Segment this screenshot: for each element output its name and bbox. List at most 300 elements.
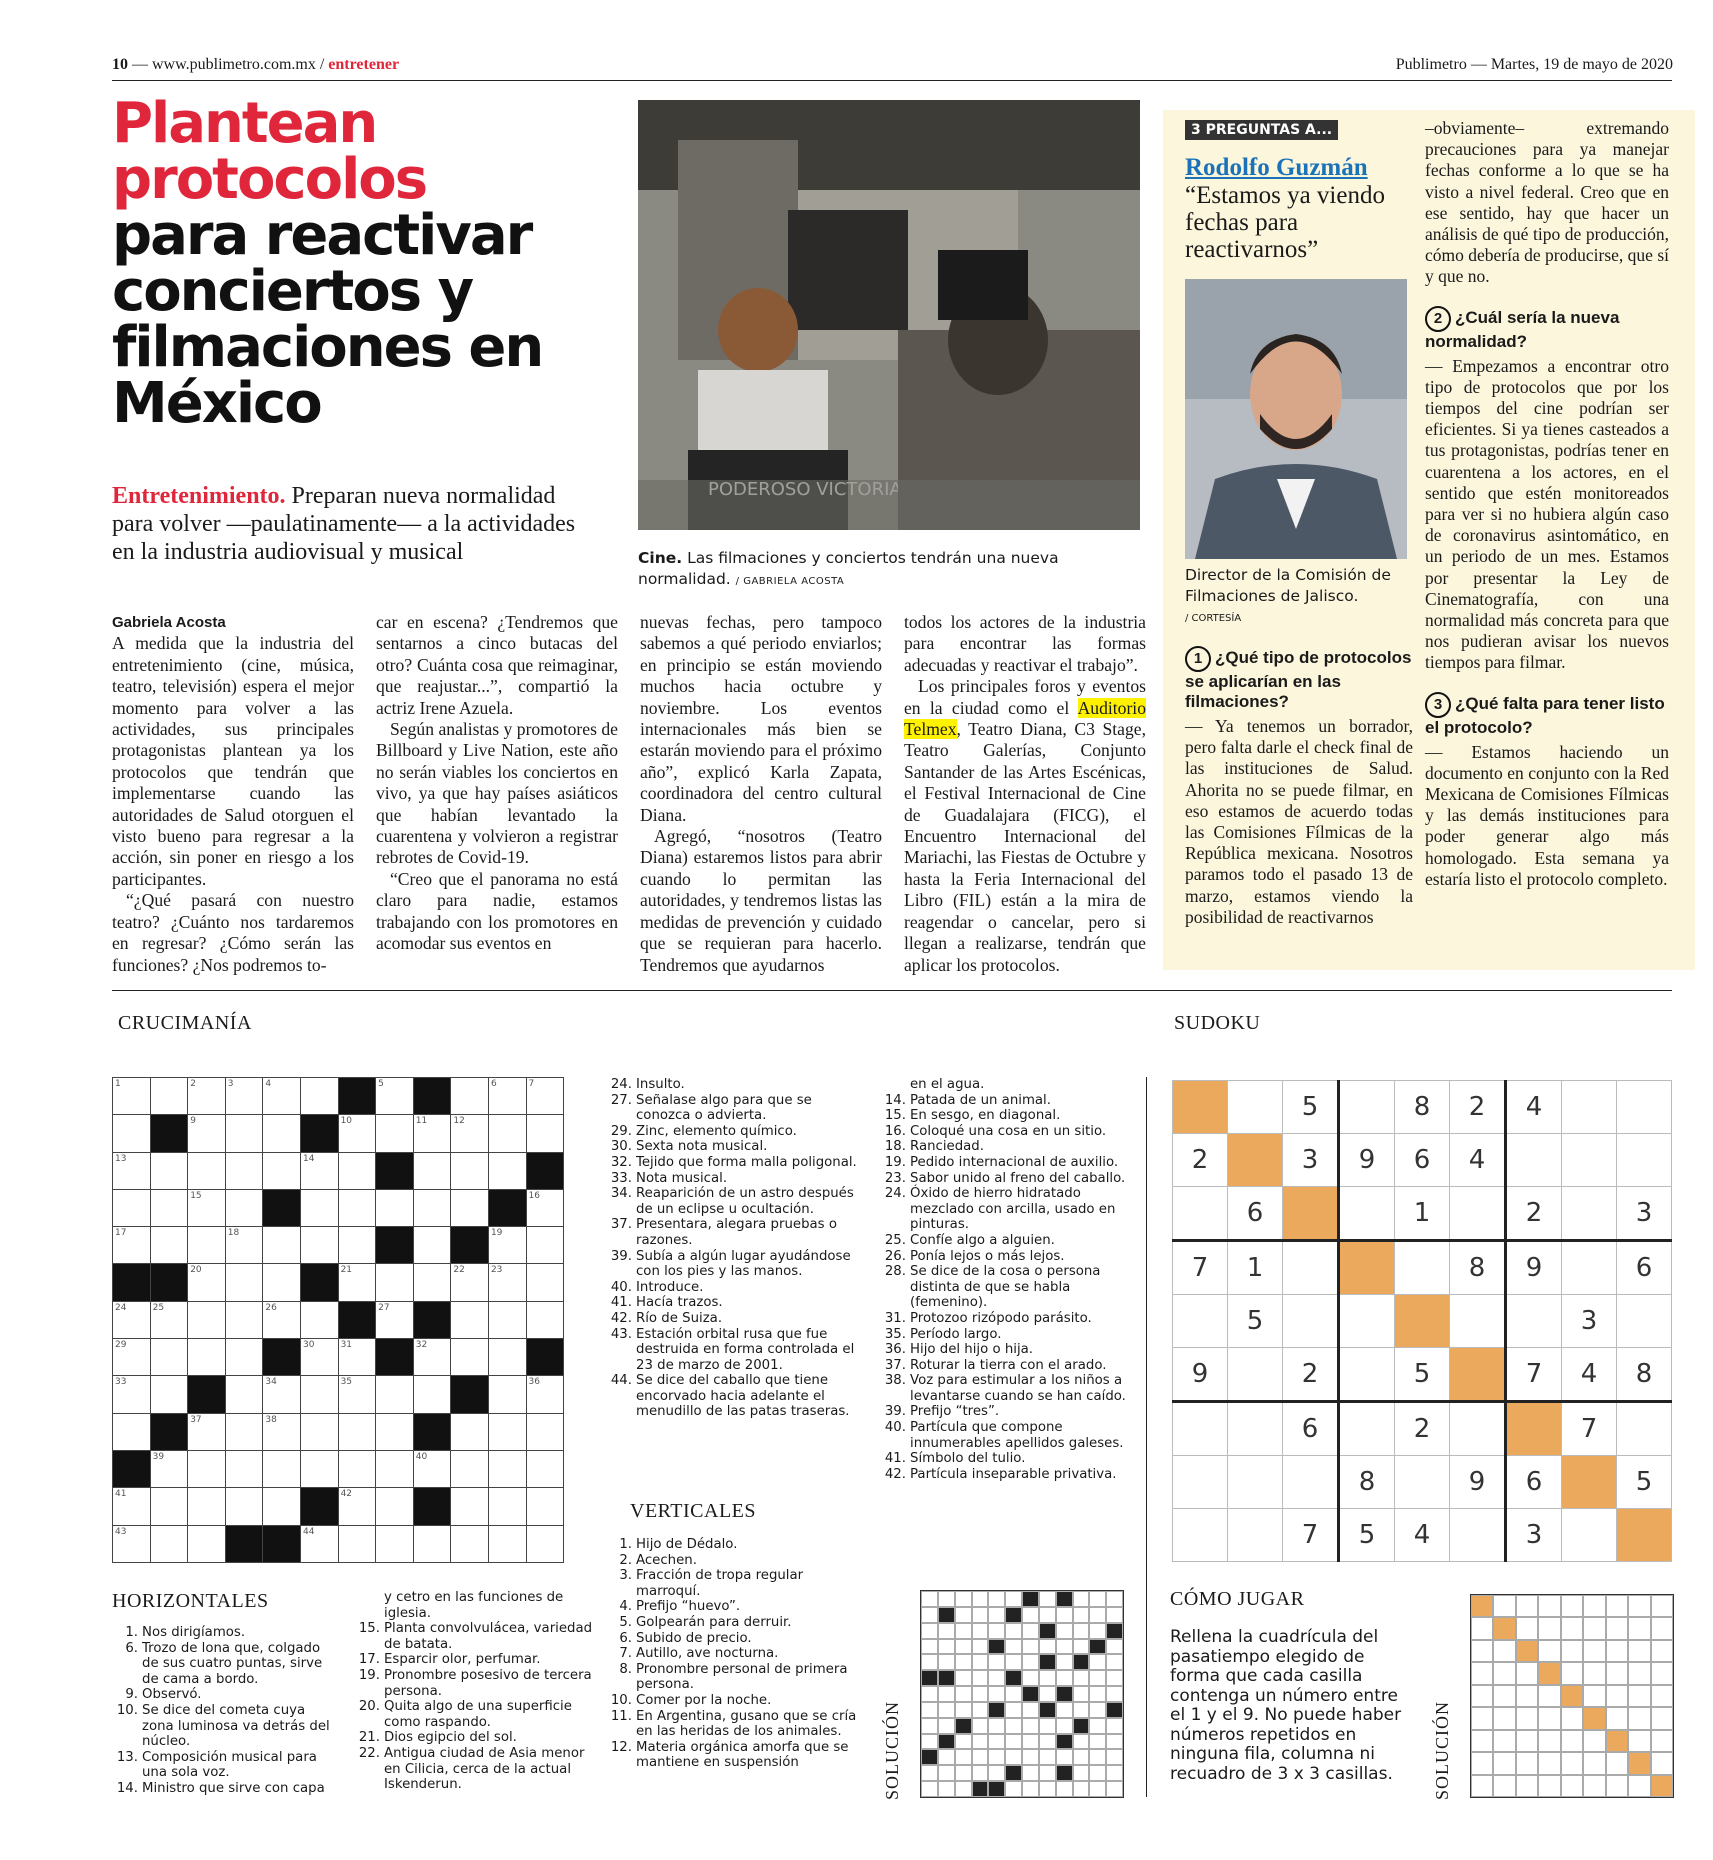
- cell-number: 9: [190, 1116, 196, 1127]
- solution-cell: [955, 1591, 972, 1607]
- crossword-cell[interactable]: [150, 1339, 188, 1376]
- crossword-cell[interactable]: [150, 1152, 188, 1189]
- sudoku-solution-cell: [1651, 1707, 1673, 1729]
- crossword-cell[interactable]: [263, 1413, 301, 1450]
- crossword-cell[interactable]: [225, 1450, 263, 1487]
- crossword-cell[interactable]: [451, 1078, 489, 1115]
- sudoku-empty-cell[interactable]: [1450, 1187, 1506, 1241]
- article-column-1: [112, 612, 354, 976]
- crossword-cell[interactable]: [451, 1525, 489, 1562]
- clue-text: Subía a algún lugar ayudándose con los pies y las manos.: [636, 1248, 851, 1280]
- solution-cell: [1005, 1639, 1022, 1655]
- clue-number: 20.: [358, 1699, 380, 1715]
- clue-text: Subido de precio.: [636, 1630, 752, 1646]
- clue-number: 4.: [619, 1599, 632, 1615]
- sudoku-empty-cell[interactable]: [1562, 1187, 1617, 1241]
- crossword-cell[interactable]: [150, 1227, 188, 1264]
- sudoku-empty-cell[interactable]: [1283, 1295, 1339, 1348]
- crossword-cell[interactable]: [413, 1450, 451, 1487]
- clue-number: 40.: [610, 1279, 632, 1295]
- crossword-cell[interactable]: [300, 1413, 338, 1450]
- answer-1-continued: –obviamente– extremando precauciones para ya manejar fechas conforme a lo que se ha visto a nivel federal. Creo que en ese sentido, hay que hacer un análisis de qué tipo de producción, cómo debería de producirse, que sí y que no.: [1425, 118, 1669, 287]
- solution-cell: [955, 1607, 972, 1623]
- clue-number: 42.: [884, 1466, 906, 1482]
- crossword-cell[interactable]: [376, 1376, 414, 1413]
- crossword-cell[interactable]: [526, 1450, 564, 1487]
- sudoku-empty-cell[interactable]: [1228, 1134, 1283, 1187]
- sudoku-grid[interactable]: [1172, 1080, 1672, 1562]
- solution-cell: [988, 1686, 1005, 1702]
- cell-number: 23: [490, 1265, 503, 1276]
- sudoku-empty-cell[interactable]: [1339, 1348, 1395, 1402]
- crossword-cell[interactable]: [300, 1152, 338, 1189]
- sudoku-empty-cell[interactable]: [1339, 1402, 1395, 1456]
- crossword-cell[interactable]: [526, 1078, 564, 1115]
- clue-text: en el agua.: [910, 1077, 985, 1092]
- sudoku-empty-cell[interactable]: [1506, 1402, 1562, 1456]
- solution-cell: [972, 1749, 989, 1765]
- crossword-cell[interactable]: [451, 1339, 489, 1376]
- sudoku-solution-label: SOLUCIÓN: [1432, 1700, 1452, 1800]
- solution-black-cell: [938, 1670, 955, 1686]
- sudoku-empty-cell[interactable]: [1562, 1456, 1617, 1509]
- crossword-cell[interactable]: [113, 1301, 151, 1338]
- crossword-cell[interactable]: [338, 1450, 376, 1487]
- solution-black-cell: [1056, 1591, 1073, 1607]
- portrait-image: [1185, 279, 1407, 559]
- crossword-cell[interactable]: [376, 1301, 414, 1338]
- crossword-cell[interactable]: [488, 1413, 526, 1450]
- crossword-cell[interactable]: [413, 1189, 451, 1226]
- crossword-grid[interactable]: [112, 1077, 564, 1563]
- crossword-cell[interactable]: [526, 1525, 564, 1562]
- solution-black-cell: [938, 1734, 955, 1750]
- crossword-cell[interactable]: [188, 1339, 226, 1376]
- sudoku-given-cell: 8: [1450, 1241, 1506, 1295]
- solution-cell: [1073, 1765, 1090, 1781]
- cell-number: 42: [340, 1489, 353, 1500]
- sudoku-empty-cell[interactable]: [1228, 1081, 1283, 1134]
- sudoku-empty-cell[interactable]: [1450, 1295, 1506, 1348]
- sudoku-solution-cell: [1561, 1775, 1583, 1797]
- portrait-caption: Director de la Comisión de Filmaciones de Jalisco.: [1185, 566, 1391, 605]
- clue-item: [880, 1358, 1136, 1374]
- sudoku-empty-cell[interactable]: [1173, 1187, 1228, 1241]
- crossword-cell[interactable]: [488, 1301, 526, 1338]
- cell-number: 10: [340, 1116, 353, 1127]
- sudoku-solution-cell: [1606, 1752, 1628, 1774]
- headline-red-2: protocolos: [112, 147, 427, 212]
- crossword-cell[interactable]: [451, 1115, 489, 1152]
- crossword-cell[interactable]: [526, 1413, 564, 1450]
- sudoku-solution-cell: [1516, 1752, 1538, 1774]
- solution-cell: [988, 1718, 1005, 1734]
- crossword-cell[interactable]: [225, 1413, 263, 1450]
- headline-black-1: para reactivar: [112, 203, 532, 268]
- cell-number: 5: [378, 1079, 384, 1089]
- clue-number: 11.: [610, 1708, 632, 1724]
- solution-cell: [1073, 1702, 1090, 1718]
- clue-number: 10.: [610, 1692, 632, 1708]
- crossword-cell[interactable]: [300, 1339, 338, 1376]
- sudoku-empty-cell[interactable]: [1617, 1402, 1672, 1456]
- crossword-cell[interactable]: [300, 1376, 338, 1413]
- sudoku-solution-cell: [1471, 1775, 1493, 1797]
- clue-item: [880, 1186, 1136, 1233]
- crossword-cell[interactable]: [376, 1450, 414, 1487]
- sudoku-heading: SUDOKU: [1174, 1012, 1261, 1034]
- crossword-cell[interactable]: [150, 1301, 188, 1338]
- section-name[interactable]: entretener: [328, 56, 400, 73]
- crossword-cell[interactable]: [113, 1525, 151, 1562]
- question-number-3: 3: [1425, 692, 1451, 718]
- crossword-cell[interactable]: [188, 1301, 226, 1338]
- crossword-cell[interactable]: [338, 1339, 376, 1376]
- sudoku-solution-cell: [1493, 1730, 1515, 1752]
- sudoku-empty-cell[interactable]: [1450, 1509, 1506, 1562]
- crossword-cell[interactable]: [451, 1264, 489, 1301]
- sudoku-empty-cell[interactable]: [1395, 1295, 1450, 1348]
- crossword-cell[interactable]: [488, 1152, 526, 1189]
- crossword-cell[interactable]: [338, 1525, 376, 1562]
- cell-number: 6: [490, 1079, 497, 1089]
- cell-number: 37: [190, 1414, 202, 1425]
- crossword-cell[interactable]: [263, 1115, 301, 1152]
- sudoku-given-cell: 9: [1339, 1134, 1395, 1187]
- solution-cell: [1005, 1781, 1022, 1797]
- sudoku-empty-cell[interactable]: [1562, 1241, 1617, 1295]
- crossword-cell[interactable]: [488, 1115, 526, 1152]
- crossword-row: [113, 1488, 564, 1525]
- crossword-cell[interactable]: [488, 1376, 526, 1413]
- solution-cell: [1022, 1702, 1039, 1718]
- sudoku-empty-cell[interactable]: [1339, 1081, 1395, 1134]
- sudoku-empty-cell[interactable]: [1617, 1509, 1672, 1562]
- solution-cell: [1106, 1765, 1123, 1781]
- clue-item: [606, 1249, 858, 1280]
- sudoku-empty-cell[interactable]: [1283, 1456, 1339, 1509]
- sudoku-empty-cell[interactable]: [1506, 1134, 1562, 1187]
- sudoku-solution-cell: [1516, 1730, 1538, 1752]
- clue-number: 14.: [884, 1092, 906, 1108]
- sudoku-empty-cell[interactable]: [1339, 1295, 1395, 1348]
- crossword-cell[interactable]: [188, 1525, 226, 1562]
- sudoku-empty-cell[interactable]: [1228, 1509, 1283, 1562]
- crossword-cell[interactable]: [150, 1525, 188, 1562]
- crossword-cell[interactable]: [263, 1376, 301, 1413]
- crossword-cell[interactable]: [150, 1376, 188, 1413]
- crossword-cell[interactable]: [188, 1078, 226, 1115]
- sudoku-empty-cell[interactable]: [1617, 1081, 1672, 1134]
- sudoku-empty-cell[interactable]: [1562, 1081, 1617, 1134]
- clue-text: Confíe algo a alguien.: [910, 1232, 1055, 1248]
- crossword-cell[interactable]: [338, 1488, 376, 1525]
- sudoku-empty-cell[interactable]: [1173, 1402, 1228, 1456]
- crossword-black-cell: [526, 1339, 564, 1376]
- cell-number: 31: [340, 1340, 353, 1351]
- sudoku-solution-cell: [1651, 1752, 1673, 1774]
- sudoku-empty-cell[interactable]: [1173, 1295, 1228, 1348]
- clue-item: [606, 1709, 866, 1740]
- crossword-cell[interactable]: [225, 1227, 263, 1264]
- sudoku-empty-cell[interactable]: [1506, 1295, 1562, 1348]
- crossword-cell[interactable]: [488, 1339, 526, 1376]
- solution-cell: [972, 1623, 989, 1639]
- crossword-cell[interactable]: [150, 1078, 188, 1115]
- crossword-cell[interactable]: [150, 1450, 188, 1487]
- crossword-cell[interactable]: [263, 1488, 301, 1525]
- crossword-cell[interactable]: [413, 1525, 451, 1562]
- crossword-cell[interactable]: [376, 1078, 414, 1115]
- sudoku-empty-cell[interactable]: [1228, 1402, 1283, 1456]
- sudoku-solution-cell: [1583, 1775, 1605, 1797]
- crossword-cell[interactable]: [300, 1189, 338, 1226]
- crossword-cell[interactable]: [451, 1450, 489, 1487]
- crossword-cell[interactable]: [488, 1264, 526, 1301]
- clue-number: 40.: [884, 1420, 906, 1436]
- crossword-cell[interactable]: [488, 1450, 526, 1487]
- crossword-black-cell: [263, 1525, 301, 1562]
- crossword-cell[interactable]: [338, 1152, 376, 1189]
- crossword-cell[interactable]: [113, 1115, 151, 1152]
- page-header-right: Publimetro — Martes, 19 de mayo de 2020: [1395, 56, 1673, 73]
- crossword-cell[interactable]: [113, 1152, 151, 1189]
- site-url[interactable]: — www.publimetro.com.mx /: [132, 56, 325, 73]
- crossword-cell[interactable]: [376, 1525, 414, 1562]
- sudoku-solution-cell: [1471, 1707, 1493, 1729]
- crossword-cell[interactable]: [526, 1189, 564, 1226]
- sudoku-empty-cell[interactable]: [1395, 1241, 1450, 1295]
- cell-number: 12: [453, 1116, 465, 1127]
- crossword-cell[interactable]: [263, 1301, 301, 1338]
- crossword-cell[interactable]: [225, 1189, 263, 1226]
- sudoku-empty-cell[interactable]: [1395, 1456, 1450, 1509]
- sudoku-row: [1173, 1295, 1672, 1348]
- crossword-cell[interactable]: [376, 1115, 414, 1152]
- clue-text: Introduce.: [636, 1279, 704, 1295]
- crossword-row: [113, 1413, 564, 1450]
- crossword-black-cell: [451, 1376, 489, 1413]
- crossword-cell[interactable]: [188, 1450, 226, 1487]
- crossword-cell[interactable]: [225, 1152, 263, 1189]
- sudoku-empty-cell[interactable]: [1562, 1134, 1617, 1187]
- solution-cell: [921, 1639, 938, 1655]
- page-number: 10: [112, 56, 128, 73]
- sudoku-empty-cell[interactable]: [1283, 1187, 1339, 1241]
- solution-black-cell: [1005, 1765, 1022, 1781]
- verticales-list-1: [606, 1537, 866, 1771]
- clue-number: 44.: [610, 1373, 632, 1389]
- crossword-cell[interactable]: [188, 1227, 226, 1264]
- crossword-cell[interactable]: [338, 1227, 376, 1264]
- crossword-black-cell: [413, 1413, 451, 1450]
- crossword-cell[interactable]: [413, 1339, 451, 1376]
- crossword-cell[interactable]: [488, 1227, 526, 1264]
- sudoku-solution-cell: [1471, 1640, 1493, 1662]
- crossword-cell[interactable]: [113, 1227, 151, 1264]
- crossword-cell[interactable]: [188, 1413, 226, 1450]
- crossword-cell[interactable]: [413, 1264, 451, 1301]
- crossword-cell[interactable]: [225, 1376, 263, 1413]
- sudoku-empty-cell[interactable]: [1173, 1081, 1228, 1134]
- crossword-cell[interactable]: [188, 1189, 226, 1226]
- clue-number: 38.: [884, 1373, 906, 1389]
- crossword-cell[interactable]: [451, 1413, 489, 1450]
- solution-cell: [1073, 1686, 1090, 1702]
- crossword-cell[interactable]: [413, 1227, 451, 1264]
- crossword-cell[interactable]: [451, 1301, 489, 1338]
- crossword-cell[interactable]: [263, 1152, 301, 1189]
- crossword-cell[interactable]: [263, 1227, 301, 1264]
- clue-number: 37.: [884, 1357, 906, 1373]
- sudoku-empty-cell[interactable]: [1617, 1134, 1672, 1187]
- sudoku-empty-cell[interactable]: [1228, 1348, 1283, 1402]
- verticales-list-2: [880, 1077, 1136, 1482]
- crossword-cell[interactable]: [526, 1264, 564, 1301]
- crossword-cell[interactable]: [263, 1450, 301, 1487]
- crossword-cell[interactable]: [376, 1264, 414, 1301]
- clue-item: [112, 1703, 338, 1750]
- crossword-cell[interactable]: [113, 1376, 151, 1413]
- clue-number: 6.: [619, 1630, 632, 1646]
- clue-item: [606, 1077, 858, 1093]
- solution-cell: [1022, 1607, 1039, 1623]
- crossword-cell[interactable]: [526, 1115, 564, 1152]
- crossword-cell[interactable]: [338, 1115, 376, 1152]
- clue-text: Roturar la tierra con el arado.: [910, 1357, 1107, 1373]
- crossword-cell[interactable]: [225, 1115, 263, 1152]
- sudoku-empty-cell[interactable]: [1283, 1241, 1339, 1295]
- crossword-cell[interactable]: [413, 1152, 451, 1189]
- crossword-cell[interactable]: [300, 1078, 338, 1115]
- crossword-cell[interactable]: [300, 1227, 338, 1264]
- sudoku-solution-cell: [1651, 1685, 1673, 1707]
- crossword-cell[interactable]: [263, 1078, 301, 1115]
- crossword-cell[interactable]: [488, 1078, 526, 1115]
- clue-item: [112, 1781, 338, 1797]
- crossword-cell[interactable]: [225, 1339, 263, 1376]
- clue-text: Río de Suiza.: [636, 1310, 723, 1326]
- crossword-cell[interactable]: [376, 1189, 414, 1226]
- solution-cell: [1089, 1591, 1106, 1607]
- sudoku-empty-cell[interactable]: [1339, 1241, 1395, 1295]
- sudoku-empty-cell[interactable]: [1450, 1402, 1506, 1456]
- photo-caption: [638, 548, 1138, 592]
- crossword-cell[interactable]: [488, 1488, 526, 1525]
- sudoku-solution-cell: [1628, 1685, 1650, 1707]
- solution-cell: [1089, 1607, 1106, 1623]
- sudoku-given-cell: 7: [1506, 1348, 1562, 1402]
- clue-number: 24.: [884, 1186, 906, 1202]
- sudoku-solution-cell: [1493, 1685, 1515, 1707]
- cell-number: 36: [528, 1377, 540, 1388]
- crossword-cell[interactable]: [113, 1488, 151, 1525]
- crossword-solution-label: SOLUCIÓN: [882, 1700, 902, 1800]
- clue-item: [880, 1311, 1136, 1327]
- sudoku-empty-cell[interactable]: [1450, 1348, 1506, 1402]
- sudoku-empty-cell[interactable]: [1173, 1456, 1228, 1509]
- crossword-cell[interactable]: [451, 1152, 489, 1189]
- crossword-cell[interactable]: [300, 1301, 338, 1338]
- crossword-cell[interactable]: [451, 1189, 489, 1226]
- crossword-cell[interactable]: [413, 1376, 451, 1413]
- sudoku-empty-cell[interactable]: [1617, 1295, 1672, 1348]
- crossword-cell[interactable]: [113, 1189, 151, 1226]
- crossword-cell[interactable]: [338, 1413, 376, 1450]
- sudoku-empty-cell[interactable]: [1339, 1187, 1395, 1241]
- crossword-cell[interactable]: [188, 1152, 226, 1189]
- clue-item: [354, 1730, 594, 1746]
- crossword-cell[interactable]: [188, 1115, 226, 1152]
- cell-number: 20: [190, 1265, 202, 1276]
- crossword-cell[interactable]: [413, 1115, 451, 1152]
- crossword-cell[interactable]: [300, 1450, 338, 1487]
- crossword-cell[interactable]: [225, 1264, 263, 1301]
- crossword-cell[interactable]: [338, 1264, 376, 1301]
- solution-cell: [921, 1686, 938, 1702]
- sudoku-solution-cell: [1493, 1617, 1515, 1639]
- crossword-cell[interactable]: [113, 1413, 151, 1450]
- crossword-cell[interactable]: [188, 1488, 226, 1525]
- sudoku-empty-cell[interactable]: [1562, 1509, 1617, 1562]
- sudoku-solution-cell: [1628, 1775, 1650, 1797]
- solution-black-cell: [1073, 1718, 1090, 1734]
- crossword-cell[interactable]: [526, 1227, 564, 1264]
- sudoku-solution-cell: [1583, 1662, 1605, 1684]
- crossword-cell[interactable]: [488, 1525, 526, 1562]
- solution-cell: [955, 1734, 972, 1750]
- clue-item: [112, 1750, 338, 1781]
- cell-number: 18: [227, 1228, 240, 1239]
- crossword-cell[interactable]: [300, 1525, 338, 1562]
- clue-number: 30.: [610, 1139, 632, 1155]
- solution-cell: [1089, 1702, 1106, 1718]
- solution-cell: [1056, 1607, 1073, 1623]
- crossword-cell[interactable]: [225, 1078, 263, 1115]
- crossword-cell[interactable]: [526, 1488, 564, 1525]
- crossword-cell[interactable]: [526, 1301, 564, 1338]
- crossword-cell[interactable]: [113, 1078, 151, 1115]
- crossword-cell[interactable]: [225, 1488, 263, 1525]
- crossword-cell[interactable]: [263, 1264, 301, 1301]
- clue-text: Ranciedad.: [910, 1139, 984, 1155]
- crossword-cell[interactable]: [188, 1264, 226, 1301]
- crossword-cell[interactable]: [225, 1301, 263, 1338]
- sudoku-empty-cell[interactable]: [1228, 1456, 1283, 1509]
- crossword-cell[interactable]: [113, 1339, 151, 1376]
- crossword-cell[interactable]: [451, 1488, 489, 1525]
- sudoku-empty-cell[interactable]: [1173, 1509, 1228, 1562]
- clue-item: [880, 1342, 1136, 1358]
- crossword-cell[interactable]: [526, 1376, 564, 1413]
- crossword-cell[interactable]: [150, 1488, 188, 1525]
- solution-cell: [1039, 1765, 1056, 1781]
- clue-number: 42.: [610, 1310, 632, 1326]
- crossword-black-cell: [451, 1227, 489, 1264]
- crossword-cell[interactable]: [150, 1189, 188, 1226]
- crossword-cell[interactable]: [376, 1488, 414, 1525]
- solution-cell: [1089, 1765, 1106, 1781]
- headline-black-2: conciertos y: [112, 259, 473, 324]
- sudoku-solution-cell: [1561, 1617, 1583, 1639]
- crossword-cell[interactable]: [376, 1413, 414, 1450]
- crossword-cell[interactable]: [338, 1189, 376, 1226]
- solution-cell: [1056, 1781, 1073, 1797]
- crossword-cell[interactable]: [338, 1376, 376, 1413]
- question-3-text: ¿Qué falta para tener listo el protocolo?: [1425, 693, 1665, 737]
- interview-sidebar: [1163, 110, 1695, 970]
- solution-cell: [1056, 1718, 1073, 1734]
